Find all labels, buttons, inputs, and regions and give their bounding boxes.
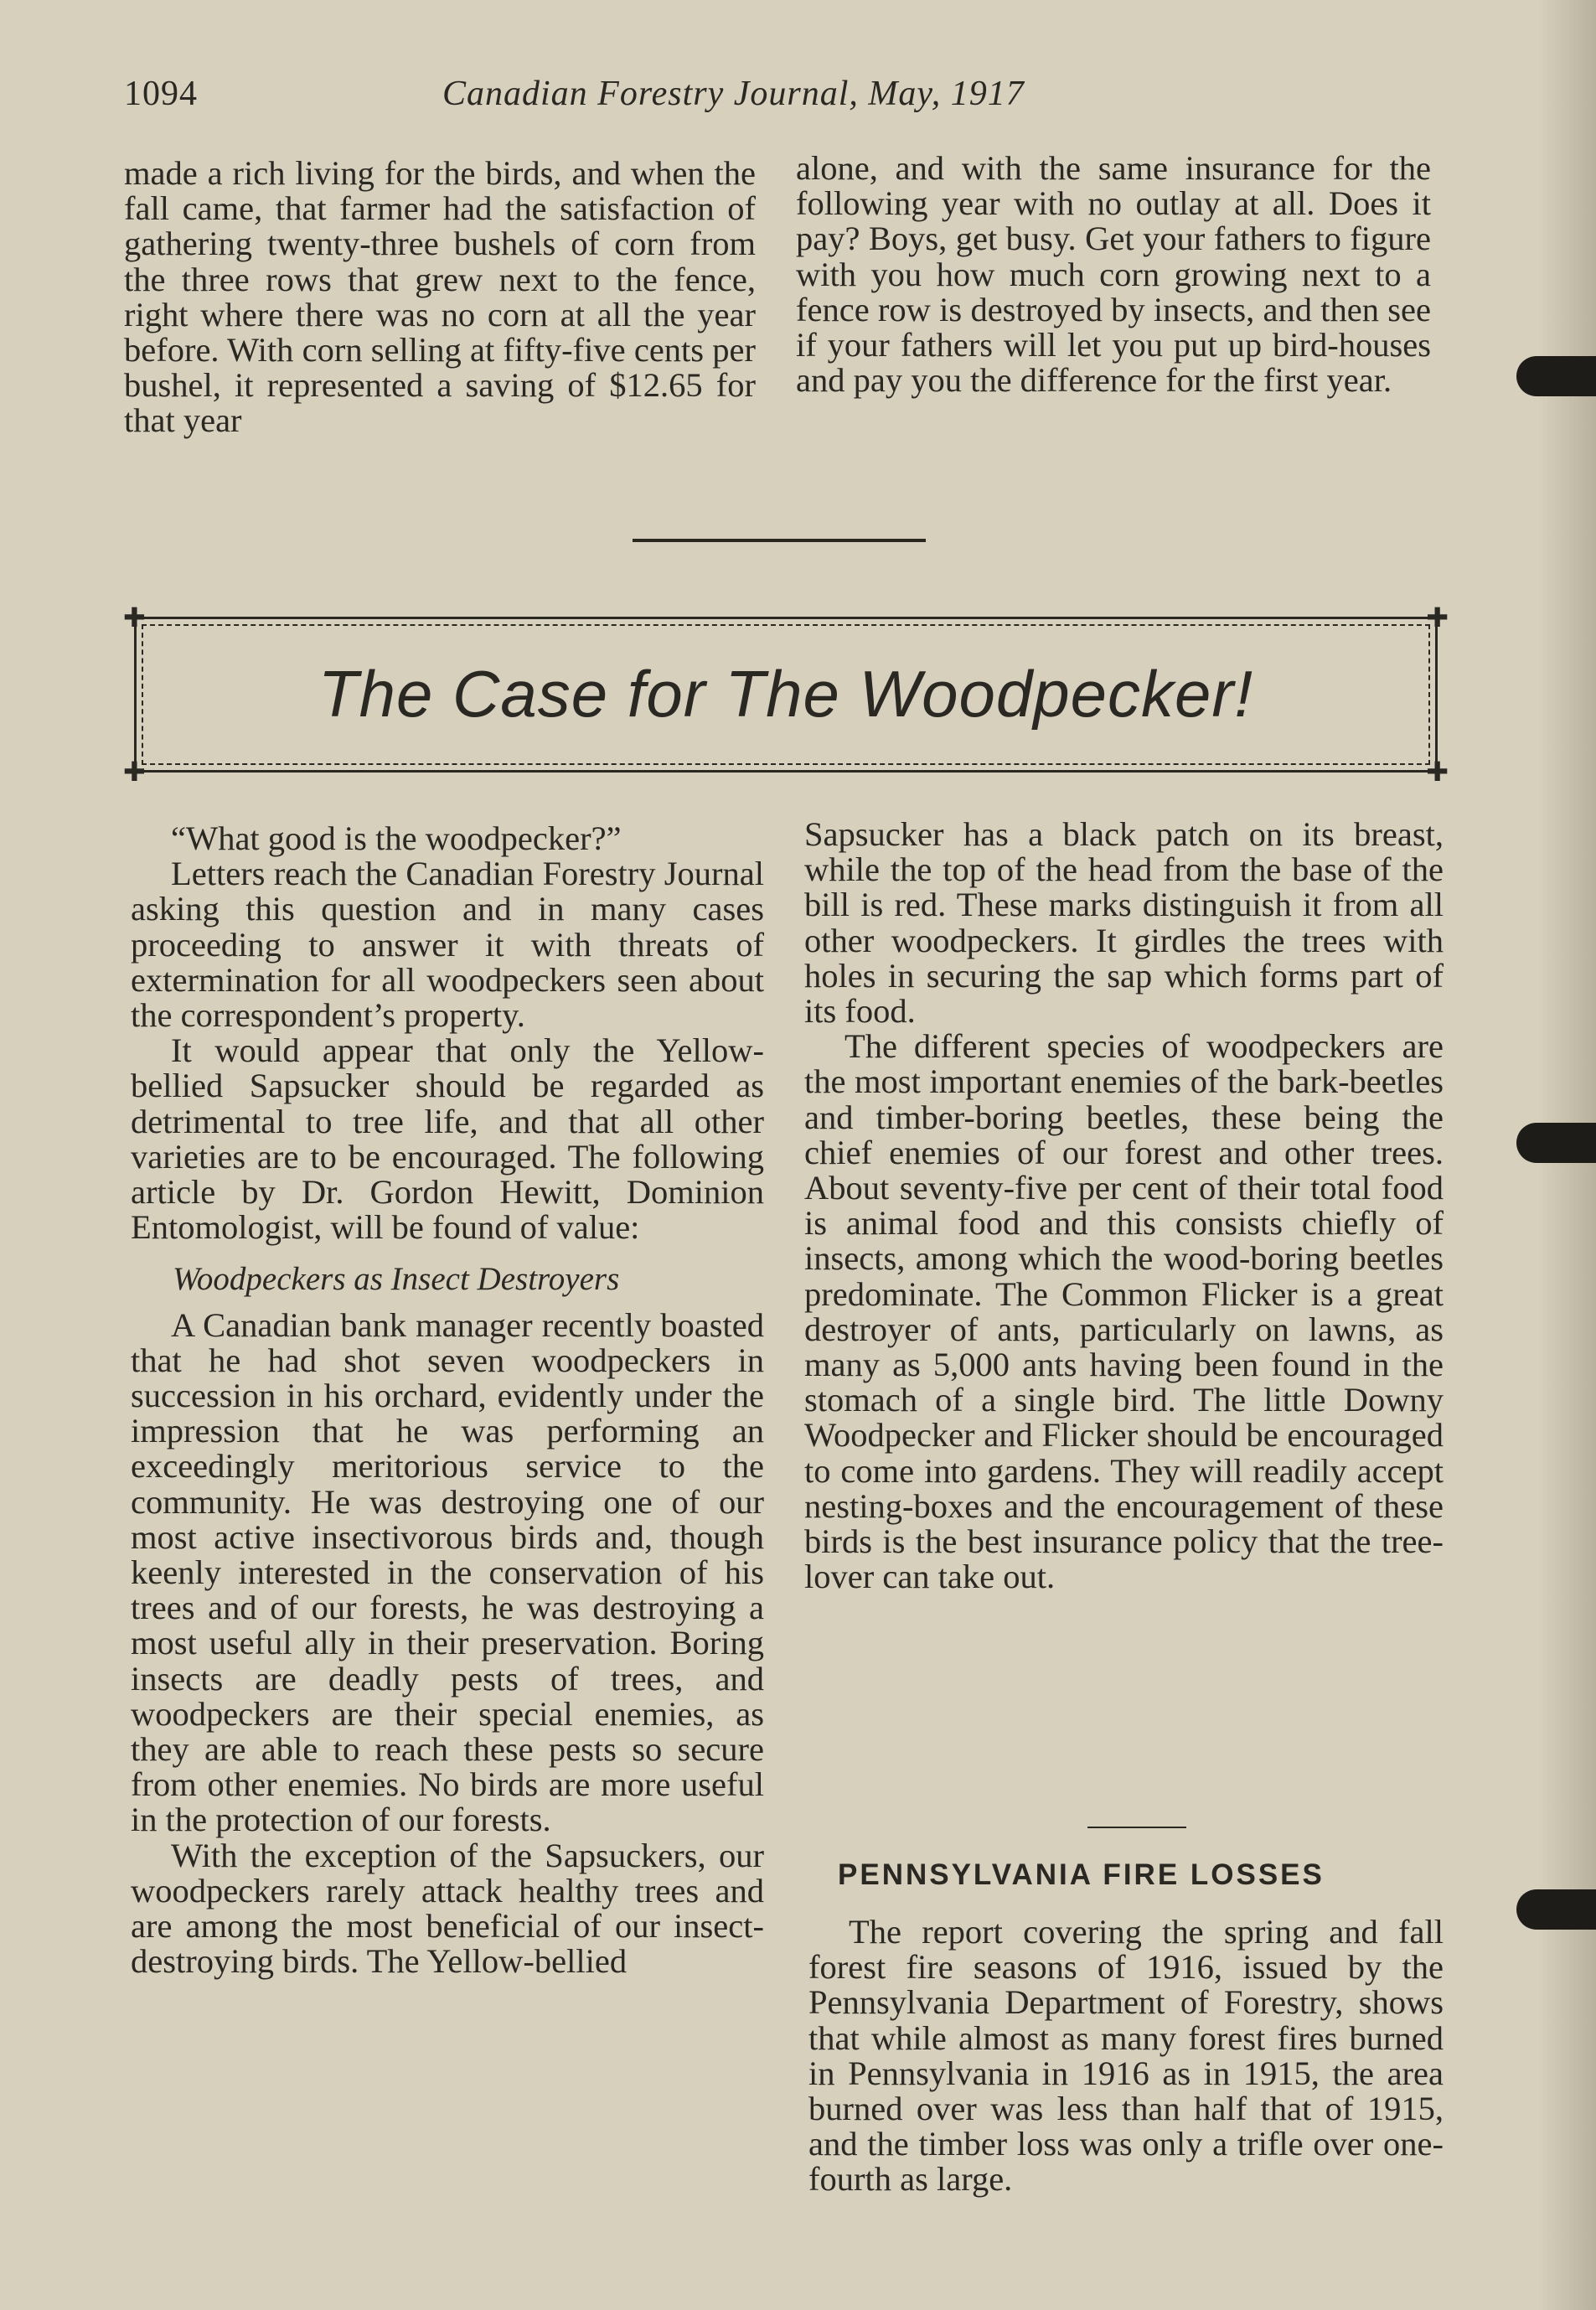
paragraph: A Canadian bank manager recently boasted that he had shot seven woodpeckers in succession in his orchard, evidently under the impression that he was performing an exceedingly meritorious service to the community. He was destroying one of our most active insectivorous birds and, though keenly interested in the conservation of his trees and of our forests, he was destroying a most useful ally in their preservation. Boring insects are deadly pests of trees, and woodpeckers are their special enemies, as they are able to reach these pests so secure from other enemies. No birds are more useful in the protection of our forests.: [131, 1305, 764, 1839]
paragraph: Letters reach the Canadian Forestry Journal asking this question and in many cases proceeding to answer it with threats of extermination for all woodpeckers seen about the correspondent’s property.: [131, 855, 764, 1035]
pennsylvania-column: [808, 1915, 1444, 2198]
paragraph: With the exception of the Sapsuckers, our woodpeckers rarely attack healthy trees and are among the most beneficial of our insect-destroying birds. The Yellow-bellied: [131, 1836, 764, 1981]
page-number: 1094: [124, 75, 198, 113]
corner-ornament-icon: ✚: [123, 602, 146, 633]
section-heading: PENNSYLVANIA FIRE LOSSES: [838, 1858, 1325, 1891]
paragraph: The different species of woodpeckers are the most important enemies of the bark-beetles and timber-boring beetles, these being the chief enemies of our forest and other trees. About seventy-five per cent of their total food is animal food and this consists chiefly of insects, among which the wood-boring beetles predominate. The Common Flicker is a great destroyer of ants, particularly on lawns, as many as 5,000 ants having been found in the stomach of a single bird. The little Downy Woodpecker and Flicker should be encouraged to come into gardens. They will readily accept nesting-boxes and the encouragement of these birds is the best insurance policy that the tree-lover can take out.: [804, 1027, 1444, 1596]
article-column-left: [131, 821, 764, 1980]
continued-column-right: [796, 151, 1431, 398]
binding-clip-bottom: [1516, 1889, 1596, 1930]
paragraph: alone, and with the same insurance for the following year with no outlay at all. Does it pay? Boys, get busy. Get your fathers to figure with you how much corn growing next to a fence row is destroyed by insects, and then see if your fathers will let you put up bird-houses and pay you the difference for the first year.: [796, 149, 1431, 400]
corner-ornament-icon: ✚: [1426, 757, 1449, 787]
continued-column-left: [124, 156, 756, 439]
paragraph: It would appear that only the Yellow-bellied Sapsucker should be regarded as detrimental to tree life, and that all other varieties are to be encouraged. The following article by Dr. Gordon Hewitt, Dominion Entomologist, will be found of value:: [131, 1031, 764, 1247]
article-title: The Case for The Woodpecker!: [318, 657, 1254, 731]
running-head: Canadian Forestry Journal, May, 1917: [442, 75, 1025, 113]
section-divider-small: [1087, 1827, 1186, 1828]
article-title-frame: [123, 602, 1449, 787]
article-column-right: [804, 817, 1444, 1594]
page-header: [124, 74, 1431, 124]
paragraph: “What good is the woodpecker?”: [171, 819, 622, 857]
article-subheading: Woodpeckers as Insect Destroyers: [173, 1261, 620, 1298]
corner-ornament-icon: ✚: [123, 757, 146, 787]
paragraph: made a rich living for the birds, and when the fall came, that farmer had the satisfaction of gathering twenty-three bushels of corn from the three rows that grew next to the fence, right where there was no corn at all the year before. With corn selling at fifty-five cents per bushel, it represented a saving of $12.65 for that year: [124, 154, 756, 440]
corner-ornament-icon: ✚: [1426, 602, 1449, 633]
binding-clip-top: [1516, 356, 1596, 396]
paragraph: The report covering the spring and fall forest fire seasons of 1916, issued by the Pennsylvania Department of Forestry, shows that while almost as many forest fires burned in Pennsylvania in 1916 as in 1915, the area burned over was less than half that of 1915, and the timber loss was only a trifle over one-fourth as large.: [808, 1913, 1444, 2199]
section-divider: [633, 539, 926, 542]
paragraph: Sapsucker has a black patch on its breast, while the top of the head from the base of the bill is red. These marks distinguish it from all other woodpeckers. It girdles the trees with holes in securing the sap which forms part of its food.: [804, 815, 1444, 1031]
binding-clip-middle: [1516, 1123, 1596, 1163]
